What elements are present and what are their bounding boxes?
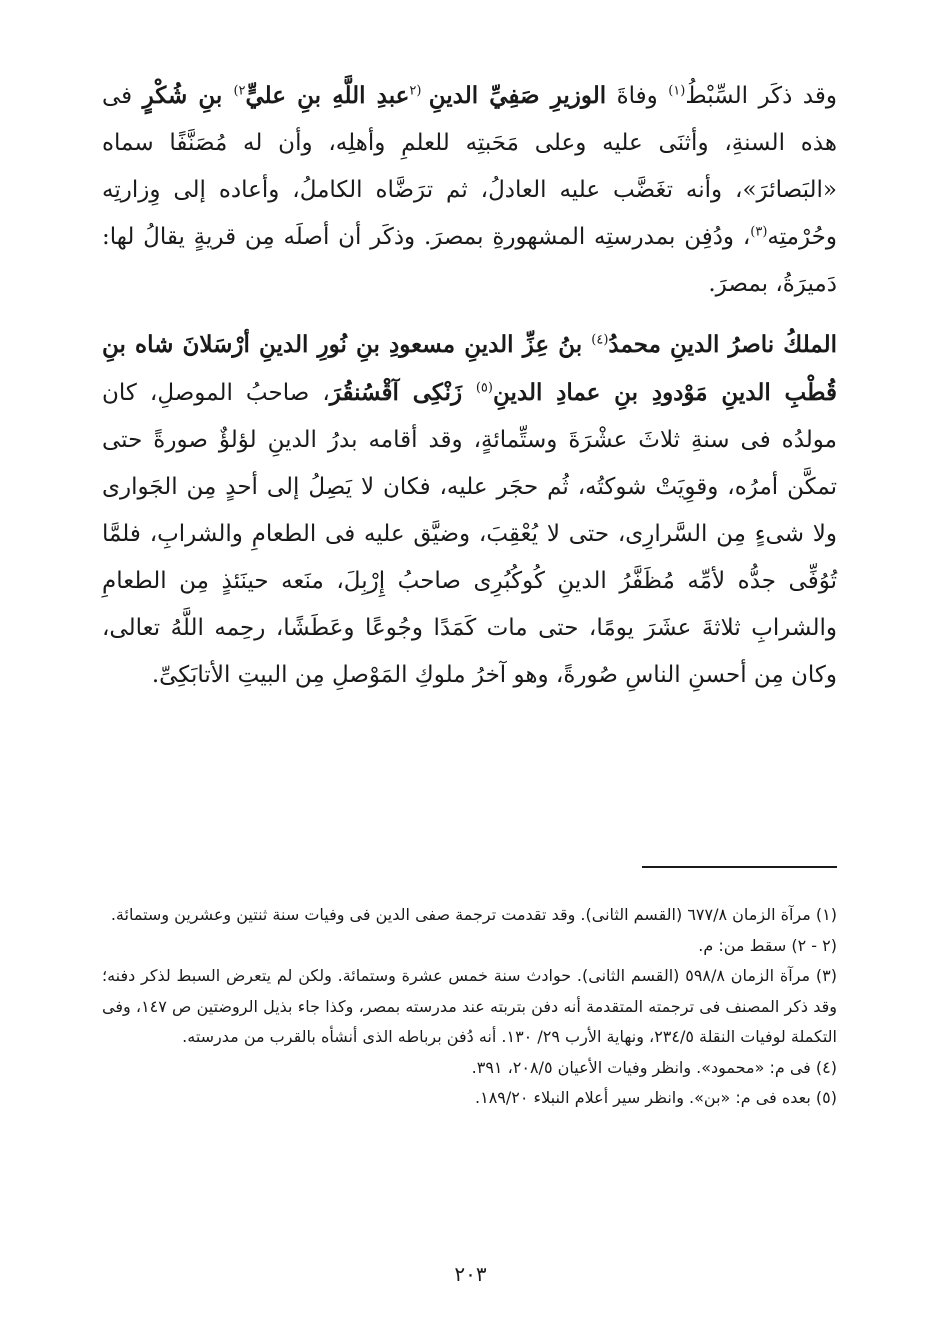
footnote-ref-2-open: (٢ bbox=[409, 83, 429, 99]
vizier-lineage: بنِ شُكْرٍ bbox=[142, 82, 234, 109]
paragraph-1-body: فى هذه السنةِ، وأثنَى عليه وعلى مَحَبتِه للعلمِ وأهلِه، وأن له مُصَنَّفًا سماه «البَصائرَ»، وأنه تغَضَّب عليه العادلُ، ثم ترَضَّاه الكاملُ، وأعاده إلى وِزارتِه وحُرْمتِه bbox=[102, 83, 837, 250]
vizier-name: الوزيرِ صَفِيِّ الدينِ bbox=[428, 82, 607, 109]
footnote-5: (٥) بعده فى م: «بن». وانظر سير أعلام النبلاء ١٨٩/٢٠. bbox=[475, 1088, 837, 1107]
footnote-1: (١) مرآة الزمان ٦٧٧/٨ (القسم الثانى). وقد تقدمت ترجمة صفى الدين فى وفيات سنة ثنتين وعشرين وستمائة. bbox=[110, 905, 837, 924]
paragraph-1-opening: وقد ذكَر السِّبْطُ bbox=[685, 83, 837, 109]
footnote-3: (٣) مرآة الزمان ٥٩٨/٨ (القسم الثانى). حوادث سنة خمس عشرة وستمائة. ولكن لم يتعرض السبط لذكر دفنه؛ وقد ذكر المصنف فى ترجمته المتقدمة أنه دفن بتربته عند مدرسته بمصر، وكذا جاء بذيل الروضتين ص ١٤٧، وفى التكملة لوفيات النقلة ٢٣٤/٥، ونهاية الأرب ٢٩/ ١٣٠. أنه دُفن برباطه الذى أنشأه بالقرب من مدرسته. bbox=[102, 966, 837, 1046]
king-name: الملكُ ناصرُ الدينِ محمدُ bbox=[608, 331, 838, 358]
vizier-full-name: عبدِ اللَّهِ بنِ عليٍّ bbox=[245, 82, 410, 109]
main-text bbox=[102, 72, 837, 699]
footnotes bbox=[102, 900, 837, 1114]
footnote-ref-1: (١) bbox=[668, 83, 686, 99]
king-lineage: بنُ عِزِّ الدينِ مسعودِ بنِ نُورِ الدينِ أرْسَلانَ شاه بنِ قُطْبِ الدينِ مَوْدودِ بنِ عمادِ الدينِ bbox=[102, 331, 837, 406]
page-number: ٢٠٣ bbox=[454, 1262, 487, 1286]
paragraph-2-body: ، صاحبُ الموصلِ، كان مولدُه فى سنةِ ثلاثَ عشْرَةَ وستِّمائةٍ، وقد أقامه بدرُ الدينِ لؤلؤٌ صورةً حتى تمكَّن أمرُه، وقوِيَتْ شوكتُه، ثُم حجَر عليه، فكان لا يَصِلُ إلى أحدٍ مِن الجَوارى ولا شىءٍ مِن السَّرارِى، حتى لا يُعْقِبَ، وضيَّق عليه فى الطعامِ والشرابِ، فلمَّا تُوُفِّى جدُّه لأمِّه مُظَفَّرُ الدينِ كُوكُبُرِى صاحبُ إِرْبِلَ، منَعه حينَئذٍ مِن الطعامِ والشرابِ ثلاثةَ عشَرَ يومًا، حتى مات كَمَدًا وجُوعًا وعَطَشًا، رحِمه اللَّهُ تعالى، وكان مِن أحسنِ الناسِ صُورةً، وهو آخرُ ملوكِ المَوْصلِ مِن البيتِ الأتابَكِىِّ. bbox=[102, 380, 837, 688]
paragraph-1-text: وفاةَ bbox=[606, 83, 669, 109]
footnote-ref-4: (٤) bbox=[591, 332, 609, 348]
footnote-ref-2-close: ٢) bbox=[233, 83, 246, 99]
footnote-4: (٤) فى م: «محمود». وانظر وفيات الأعيان ٢٠٨/٥، ٣٩١. bbox=[471, 1057, 837, 1077]
king-lineage-end: زَنْكِى آقْسُنقُرَ bbox=[329, 379, 476, 406]
footnote-2: (٢ - ٢) سقط من: م. bbox=[698, 935, 837, 955]
paragraph-2 bbox=[102, 321, 837, 699]
paragraph-1 bbox=[102, 72, 837, 308]
footnote-ref-5: (٥) bbox=[475, 380, 493, 396]
footnote-separator bbox=[642, 866, 837, 868]
footnote-ref-3: (٣) bbox=[750, 224, 768, 240]
paragraph-1-closing: ، ودُفِن بمدرستِه المشهورةِ بمصرَ. وذكَر أن أصلَه مِن قريةٍ يقالُ لها: دَميرَةُ، بمصرَ. bbox=[102, 224, 837, 297]
